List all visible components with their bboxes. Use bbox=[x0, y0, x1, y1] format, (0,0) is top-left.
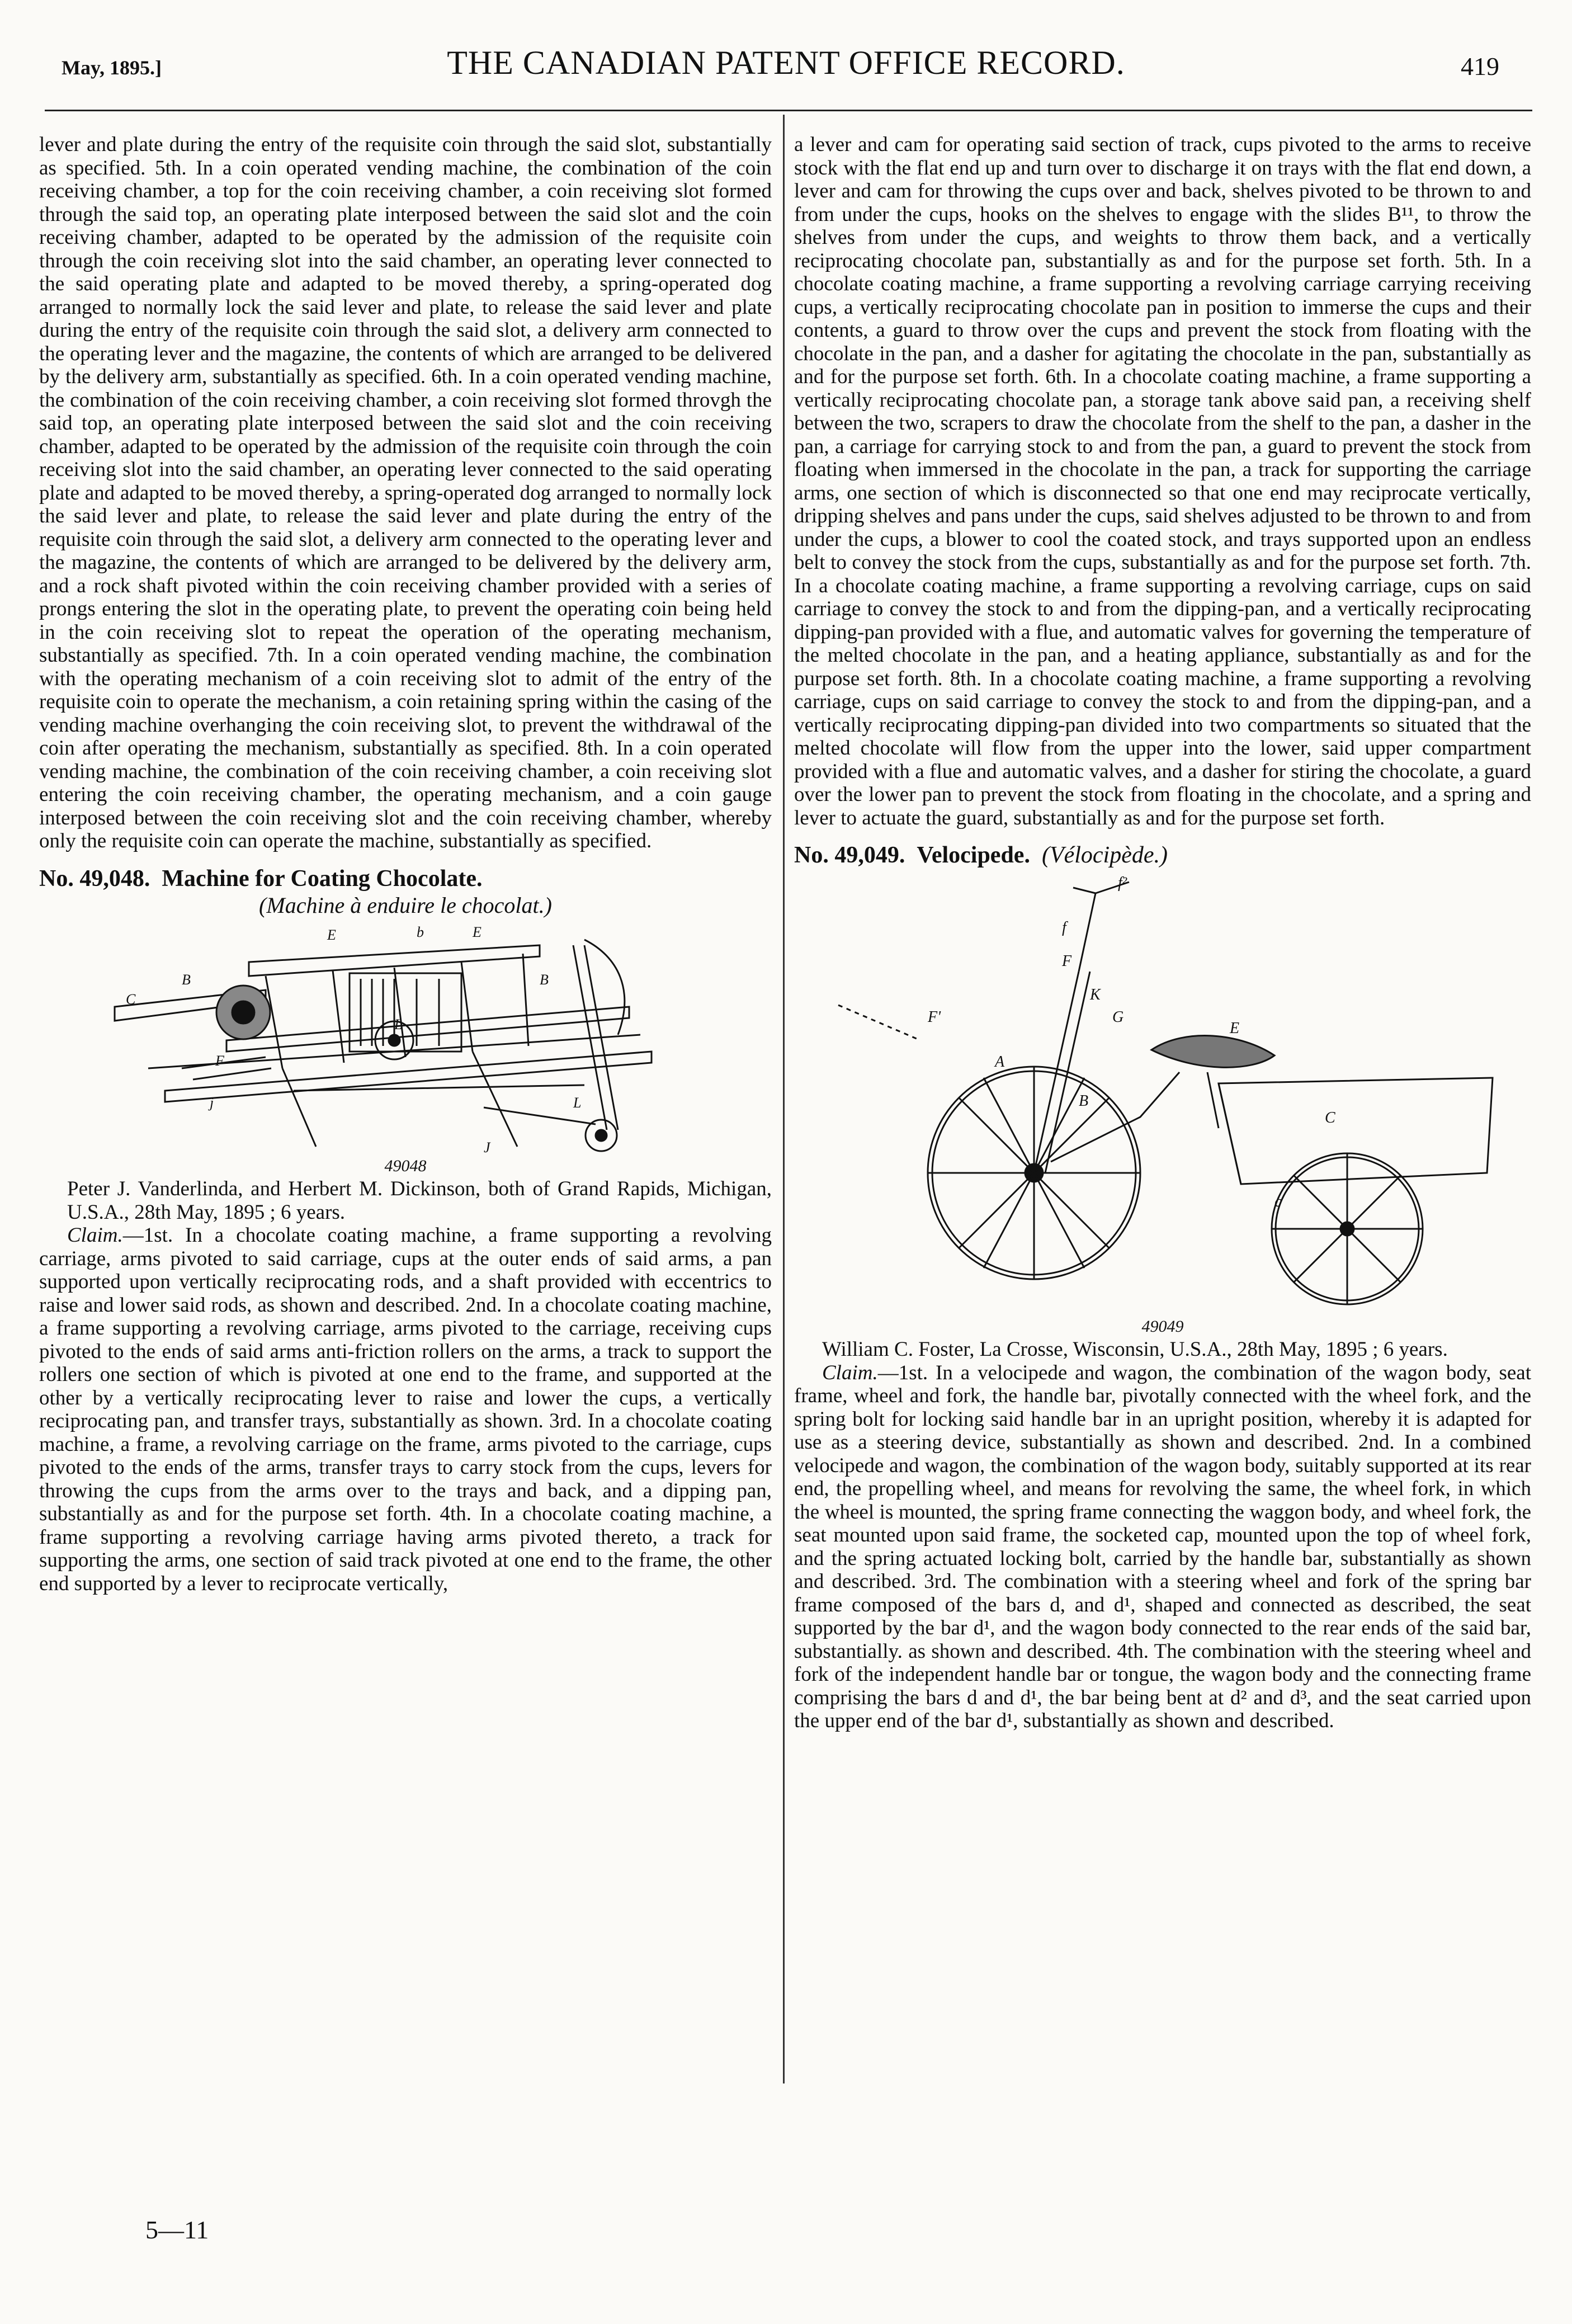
claim-text: —1st. In a chocolate coating machine, a frame supporting a revolving carriage, arms pivoted to said carriage, cups at the outer ends of said arms, a pan supported upon vertically reciprocating rods, and a shaft provided with eccentrics to raise and lower said rods, as shown and described. 2nd. In a chocolate coating machine, a frame supporting a revolving carriage, arms pivoted to the carriage, receiving cups pivoted to the ends of said arms anti-friction rollers on the arms, a track to support the rollers one section of which is pivoted at one end to the frame, and supported at the other by a vertically reciprocating lever to raise and lower the cups, a vertically reciprocating pan, and transfer trays, substantially as shown. 3rd. In a chocolate coating machine, a frame, a revolving carriage on the frame, arms pivoted to the carriage, cups pivoted to the ends of the arms, transfer trays to carry stock from the cups, levers for throwing the cups from the arms over to the trays and back, and a dipping pan, substantially as and for the purpose set forth. 4th. In a chocolate coating machine, a frame supporting a revolving carriage having arms pivoted thereto, a track for supporting the arms, one section of said track pivoted at one end to the frame, the other end supported by a lever to reciprocate vertically, bbox=[39, 1224, 772, 1595]
svg-text:K: K bbox=[1090, 986, 1101, 1003]
patent-inventor: Peter J. Vanderlinda, and Herbert M. Dickinson, both of Grand Rapids, Michigan, U.S.A., 28th May, 1895 ; 6 years. bbox=[67, 1177, 772, 1224]
patent-number: No. 49,048. bbox=[39, 865, 150, 892]
patent-inventor: William C. Foster, La Crosse, Wisconsin, U.S.A., 28th May, 1895 ; 6 years. bbox=[822, 1338, 1448, 1361]
left-column bbox=[39, 133, 772, 1595]
header-page-number: 419 bbox=[1461, 52, 1499, 81]
svg-text:C: C bbox=[1325, 1109, 1335, 1126]
svg-text:E: E bbox=[327, 926, 336, 943]
chocolate-machine-figure bbox=[81, 923, 730, 1158]
patent-french-title: (Machine à enduire le chocolat.) bbox=[259, 893, 552, 918]
column-divider bbox=[783, 115, 785, 2083]
figure-number: 49048 bbox=[384, 1156, 427, 1175]
patent-title: Machine for Coating Chocolate. bbox=[162, 865, 483, 892]
patent-number: No. 49,049. bbox=[794, 842, 905, 868]
svg-text:F: F bbox=[1062, 952, 1072, 970]
svg-text:B: B bbox=[540, 971, 549, 988]
svg-text:L: L bbox=[394, 1016, 403, 1033]
velocipede-figure bbox=[816, 871, 1509, 1318]
svg-text:A: A bbox=[995, 1053, 1005, 1071]
svg-text:G: G bbox=[1112, 1008, 1124, 1026]
svg-text:C: C bbox=[126, 991, 136, 1007]
page-header bbox=[0, 0, 1572, 106]
figure-number: 49049 bbox=[1141, 1317, 1184, 1336]
svg-text:f²: f² bbox=[1118, 874, 1127, 892]
patent-claims bbox=[39, 1224, 772, 1595]
patent-title: Velocipede. bbox=[917, 842, 1030, 868]
patent-claims bbox=[794, 1361, 1531, 1733]
patent-49048-heading bbox=[39, 865, 772, 892]
patent-49049-heading bbox=[794, 844, 1531, 868]
svg-text:J: J bbox=[484, 1139, 490, 1156]
svg-text:E: E bbox=[1230, 1019, 1240, 1037]
page-signature: 5—11 bbox=[145, 2215, 209, 2244]
svg-text:B: B bbox=[182, 971, 191, 988]
header-date: May, 1895.] bbox=[62, 56, 162, 79]
claim-text: —1st. In a velocipede and wagon, the combination of the wagon body, seat frame, wheel and fork, the handle bar, pivotally connected with the wheel fork, and the spring bolt for locking said handle bar in an upright position, whereby it is adapted for use as a steering device, substantially as shown and described. 2nd. In a combined velocipede and wagon, the combination of the wagon body, suitably supported at its rear end, the propelling wheel, and means for revolving the same, the wheel fork, in which the wheel is mounted, the spring frame connecting the waggon body, and wheel fork, the seat mounted upon said frame, the socketed cap, mounted upon the top of wheel fork, and the spring actuated locking bolt, carried by the handle bar, substantially as shown and described. 3rd. The combination with a steering wheel and fork of the spring bar frame composed of the bars d, and d¹, shaped and connected as described, the seat supported by the bar d¹, and the wagon body connected to the rear ends of the said bar, substantially. as shown and described. 4th. The combination with the steering wheel and fork of the independent handle bar or tongue, the wagon body and the connecting frame comprising the bars d and d¹, the bar being bent at d² and d³, and the seat carried upon the upper end of the bar d¹, substantially as shown and described. bbox=[794, 1361, 1531, 1732]
svg-text:F': F' bbox=[928, 1008, 941, 1026]
svg-text:c: c bbox=[1274, 1192, 1282, 1210]
svg-text:f: f bbox=[1062, 918, 1066, 936]
continued-claims-text: lever and plate during the entry of the requisite coin through the said slot, substantially as specified. 5th. In a coin operated vending machine, the combination of the coin receiving chamber, a top for the coin receiving chamber, a coin receiving slot formed through the said top, an operating plate interposed between the said slot and the coin receiving chamber, adapted to be operated by the admission of the requisite coin through the coin receiving slot into the said chamber, an operating lever connected to the said operating plate and adapted to be moved thereby, a spring-operated dog arranged to normally lock the said lever and plate, to release the said lever and plate during the entry of the requisite coin through the said slot, a delivery arm connected to the operating lever and the magazine, the contents of which are arranged to be delivered by the delivery arm, substantially as specified. 6th. In a coin operated vending machine, the combination of the coin receiving chamber, a coin receiving slot formed throvgh the said top, an operating plate interposed between the said slot and the coin receiving chamber, adapted to be operated by the admission of the requisite coin through the coin receiving slot into the said chamber, an operating lever connected to the said operating plate and adapted to be moved thereby, a spring-operated dog arranged to normally lock the said lever and plate, to release the said lever and plate during the entry of the requisite coin through the said slot, a delivery arm connected to the operating lever and the magazine, the contents of which are arranged to be delivered by the delivery arm, and a rock shaft pivoted within the coin receiving chamber provided with a series of prongs entering the slot in the operating plate, to prevent the operating coin being held in the coin receiving slot to repeat the operation of the operating mechanism, substantially as specified. 7th. In a coin operated vending machine, the combination with the operating mechanism of a coin receiving slot to admit of the entry of the requisite coin to operate the mechanism, a coin retaining spring within the casing of the vending machine overhanging the coin receiving slot, to prevent the withdrawal of the coin after operating the mechanism, substantially as specified. 8th. In a coin operated vending machine, the combination of the coin receiving chamber, a coin receiving slot entering the coin receiving chamber, the operating mechanism, and a coin gauge interposed between the coin receiving slot and the coin receiving chamber, whereby only the requisite coin can operate the machine, substantially as specified. bbox=[39, 133, 772, 852]
header-rule bbox=[45, 110, 1532, 111]
claim-label: Claim. bbox=[67, 1224, 123, 1247]
svg-text:F: F bbox=[215, 1052, 224, 1069]
claim-label: Claim. bbox=[822, 1361, 878, 1384]
svg-text:E: E bbox=[473, 923, 481, 940]
svg-text:b: b bbox=[417, 923, 424, 940]
patent-french-title: (Vélocipède.) bbox=[1041, 842, 1168, 868]
svg-text:L: L bbox=[573, 1094, 582, 1111]
svg-text:j: j bbox=[210, 1094, 214, 1111]
svg-text:B: B bbox=[1079, 1092, 1089, 1110]
right-column bbox=[794, 133, 1531, 1733]
header-title: THE CANADIAN PATENT OFFICE RECORD. bbox=[447, 44, 1125, 81]
continued-claims-text: a lever and cam for operating said section of track, cups pivoted to the arms to receive stock with the flat end up and turn over to discharge it on trays with the flat end down, a lever and cam for throwing the cups over and back, shelves pivoted to be thrown to and from under the cups, hooks on the shelves to engage with the slides B¹¹, to throw the shelves from under the cups, and weights to throw them back, and a vertically reciprocating chocolate pan, substantially as and for the purpose set forth. 5th. In a chocolate coating machine, a frame supporting a revolving carriage carrying receiving cups, a vertically reciprocating chocolate pan in position to immerse the cups and their contents, a guard to throw over the cups and prevent the stock from floating with the chocolate in the pan, and a dasher for agitating the chocolate in the pan, substantially as and for the purpose set forth. 6th. In a chocolate coating machine, a frame supporting a vertically reciprocating chocolate pan, a storage tank above said pan, a receiving shelf between the two, scrapers to draw the chocolate from the shelf to the pan, a dasher in the pan, a carriage for carrying stock to and from the pan, a guard to prevent the stock from floating when immersed in the chocolate in the pan, a track for supporting the carriage arms, one section of which is disconnected so that one end may reciprocate vertically, dripping shelves and pans under the cups, said shelves adjusted to be thrown to and from under the cups, a blower to cool the coated stock, and trays supported upon an endless belt to convey the stock from the cups, substantially as and for the purpose set forth. 7th. In a chocolate coating machine, a frame supporting a revolving carriage, cups on said carriage to convey the stock to and from the dipping-pan, and a vertically reciprocating dipping-pan provided with a flue, and automatic valves for governing the temperature of the melted chocolate in the pan, and a heating appliance, substantially as and for the purpose set forth. 8th. In a chocolate coating machine, a frame supporting a revolving carriage, cups on said carriage to convey the stock to and from the dipping-pan, and a vertically reciprocating dipping-pan divided into two compartments so situated that the melted chocolate will flow from the upper into the lower, said upper compartment provided with a flue and automatic valves, and a dasher for stiring the chocolate, a guard over the lower pan to prevent the stock from floating in the chocolate, and a spring and lever to actuate the guard, substantially as and for the purpose set forth. bbox=[794, 133, 1531, 829]
